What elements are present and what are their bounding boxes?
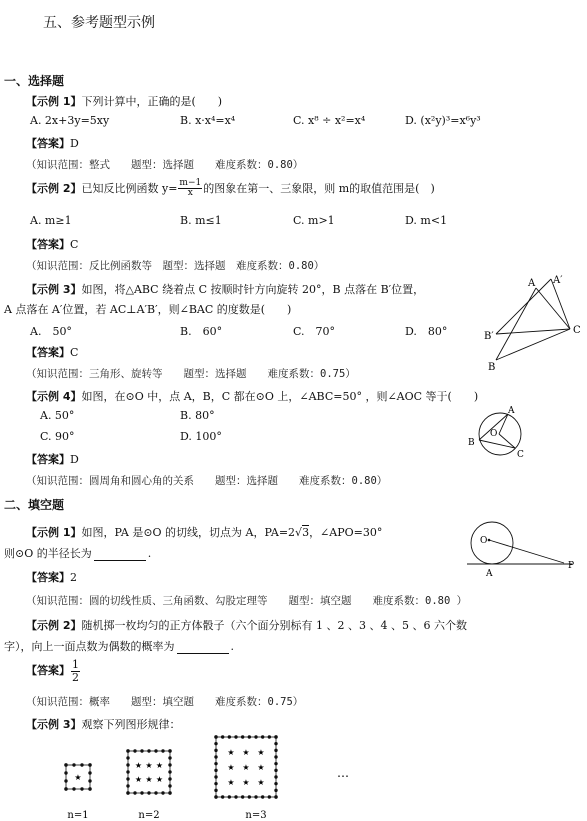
blank-line [177,640,229,654]
circle-o [471,522,513,564]
label-c: C [573,325,581,336]
option-b: B. m≤1 [180,214,222,227]
pattern-dot [80,763,83,766]
question-label: 【示例 1】 [26,95,82,108]
answer-tag: 【答案】 [26,664,70,678]
answer-line [26,659,81,683]
meta-info: （知识范围：反比例函数等 题型：选择题 难度系数：0.80） [26,260,325,272]
pattern-dot [64,787,67,790]
pattern-dot [161,749,164,752]
meta-info: （知识范围：圆的切线性质、三角函数、勾股定理等 题型：填空题 难度系数：0.80 ） [26,595,468,607]
answer-tag: 【答案】 [26,346,70,359]
pattern-dot [147,749,150,752]
label-b-prime: B′ [484,331,494,342]
question-label: 【示例 3】 [26,718,82,731]
question-label: 【示例 1】 [26,526,82,539]
option-c: C. 70° [293,325,336,338]
pattern-dot [214,769,217,772]
question-mc-3 [26,281,424,297]
answer-fraction [71,659,80,683]
pattern-dot [88,779,91,782]
label-b: B [468,438,475,448]
pattern-dot [154,749,157,752]
pattern-star: ★ [155,761,164,770]
answer-line [26,451,79,467]
pattern-dot [214,735,217,738]
pattern-dot [168,756,171,759]
tangent-figure [462,518,582,580]
option-d: D. 100° [180,430,222,443]
pattern-dot [221,795,224,798]
question-fill-2-line2 [4,638,234,654]
option-b: B. 60° [180,325,223,338]
pattern-dot [234,795,237,798]
pattern-dot [168,770,171,773]
pattern-dot [274,755,277,758]
question-label: 【示例 3】 [26,283,82,296]
option-b: B. 80° [180,409,215,422]
label-a: A [528,278,536,289]
fraction-denominator: x [187,188,193,199]
option-c: C. x⁸ ÷ x²=x⁴ [293,114,366,127]
label-a-prime: A′ [553,275,563,286]
pattern-dot [221,735,224,738]
pattern-dot [268,735,271,738]
pattern-dot [268,795,271,798]
pattern-dot [147,791,150,794]
pattern-dot [214,742,217,745]
pattern-dot [274,762,277,765]
question-text-post: ，∠APO=30° [309,526,383,539]
meta-info: （知识范围：三角形、旋转等 题型：选择题 难度系数：0.75） [26,368,356,380]
pattern-dot [214,775,217,778]
question-text: 下列计算中，正确的是( ) [81,95,223,108]
pattern-dot [64,771,67,774]
segment-op [489,540,564,563]
pattern-dot [274,769,277,772]
pattern-dot [274,749,277,752]
pattern-dot [168,763,171,766]
pattern-dot [126,763,129,766]
option-a: A. 50° [40,409,75,422]
pattern-dot [261,735,264,738]
question-text: 如图，将△ABC 绕着点 C 按顺时针方向旋转 20°，B 点落在 B′位置， [81,283,425,296]
pattern-dot [126,770,129,773]
sqrt-radicand: 3 [302,526,310,539]
answer-line [26,344,78,360]
pattern-dot [88,787,91,790]
pattern-dot [126,749,129,752]
pattern-dot [214,789,217,792]
meta-info: （知识范围：圆周角和圆心角的关系 题型：选择题 难度系数：0.80） [26,475,388,487]
question-mc-4 [26,388,478,404]
pattern-star: ★ [227,748,235,757]
label-o: O [480,536,488,546]
meta-info: （知识范围：整式 题型：选择题 难度系数：0.80） [26,159,304,171]
question-text: 观察下列图形规律： [81,718,181,731]
pattern-star: ★ [242,763,250,772]
option-d: D. 80° [405,325,448,338]
label-n1: n=1 [67,810,89,821]
segment-bc [479,440,515,448]
pattern-star: ★ [242,778,250,787]
pattern-figures [30,732,360,821]
segment-a2c [551,279,570,329]
pattern-star: ★ [155,775,164,784]
pattern-dot [274,795,277,798]
pattern-dot [274,789,277,792]
pattern-dot [168,749,171,752]
answer-line [26,569,77,585]
pattern-dot [214,755,217,758]
segment-oa [499,414,508,434]
option-a: A. 50° [30,325,72,338]
option-a: A. 2x+3y=5xy [30,114,110,127]
pattern-dot [126,777,129,780]
period: . [147,547,152,560]
option-a: A. m≥1 [30,214,72,227]
question-mc-1 [26,93,222,109]
option-d: D. m<1 [405,214,448,227]
question-label: 【示例 4】 [26,390,82,403]
question-label: 【示例 2】 [26,619,82,632]
ellipsis: … [337,766,349,780]
blank-line [94,547,146,561]
pattern-dot [140,749,143,752]
pattern-dot [274,735,277,738]
circle-angle-figure [460,403,540,465]
pattern-dot [274,782,277,785]
section-heading-fill-in: 二、填空题 [4,498,65,512]
pattern-dot [234,735,237,738]
pattern-dot [133,791,136,794]
pattern-dot [168,784,171,787]
meta-info: （知识范围：概率 题型：填空题 难度系数：0.75） [26,696,304,708]
pattern-dot [241,795,244,798]
answer-value: D [70,137,79,150]
answer-line [26,236,78,252]
pattern-dot [228,795,231,798]
option-c: C. 90° [40,430,75,443]
pattern-star: ★ [242,748,250,757]
question-mc-2 [26,179,435,199]
fraction-numerator: 1 [72,658,79,671]
sqrt-symbol: √ [295,526,303,539]
section-heading-multiple-choice: 一、选择题 [4,74,65,88]
pattern-star: ★ [74,773,82,782]
pattern-dot [261,795,264,798]
pattern-star: ★ [227,763,235,772]
option-b: B. x·x⁴=x⁴ [180,114,236,127]
question-fill-3 [26,716,180,732]
pattern-dot [64,779,67,782]
pattern-shapes [64,735,277,798]
pattern-star: ★ [257,763,265,772]
pattern-square-2 [128,751,170,793]
question-text-line2: A 点落在 A′位置，若 AC⊥A′B′，则∠BAC 的度数是( ) [4,303,292,316]
page-title: 五、参考题型示例 [43,15,155,31]
pattern-dot [214,782,217,785]
answer-tag: 【答案】 [26,137,70,150]
question-fill-1 [26,524,382,540]
pattern-dot [88,771,91,774]
question-text-post: 的图象在第一、三象限，则 m的取值范围是( ) [203,181,435,195]
period: . [230,640,234,653]
pattern-dot [133,749,136,752]
fraction [178,179,202,199]
pattern-star: ★ [257,748,265,757]
answer-value: C [70,238,79,251]
pattern-dot [214,762,217,765]
question-text: 如图，在⊙O 中，点 A，B，C 都在⊙O 上，∠ABC=50° ，则∠AOC 等于( ) [81,390,479,403]
question-text-pre: 已知反比例函数 y= [81,181,178,195]
pattern-dot [161,791,164,794]
pattern-star: ★ [134,761,143,770]
fraction-denominator: 2 [72,670,79,684]
pattern-dot [168,791,171,794]
question-fill-1-line2 [4,545,151,561]
pattern-dot [168,777,171,780]
pattern-dot [248,735,251,738]
pattern-dot [241,735,244,738]
pattern-star: ★ [227,778,235,787]
label-o: O [490,429,498,439]
question-text: 字），向上一面点数为偶数的概率为 [4,640,175,653]
question-text: 则⊙O 的半径长为 [4,547,92,560]
pattern-dot [140,791,143,794]
segment-ac [536,288,570,329]
center-point [488,539,491,542]
pattern-star: ★ [257,778,265,787]
question-text-pre: 如图，PA 是⊙O 的切线，切点为 A，PA=2 [81,526,296,539]
label-b: B [488,362,496,373]
pattern-star: ★ [145,761,153,770]
segment-ab [496,288,536,360]
label-a: A [508,406,515,416]
pattern-dot [126,784,129,787]
label-p: P [568,561,575,571]
pattern-dot [126,791,129,794]
option-d: D. (x²y)³=x⁶y³ [405,114,481,127]
label-n3: n=3 [245,810,267,821]
fraction-numerator: m−1 [179,178,202,188]
pattern-dot [228,735,231,738]
segment-a2b2 [496,279,551,334]
pattern-dot [254,735,257,738]
answer-line [26,135,79,151]
answer-value: D [70,453,79,466]
answer-tag: 【答案】 [26,238,70,251]
pattern-dot [64,763,67,766]
pattern-dot [72,763,75,766]
label-n2: n=2 [138,810,160,821]
option-c: C. m>1 [293,214,335,227]
answer-tag: 【答案】 [26,453,70,466]
pattern-dot [88,763,91,766]
label-a: A [486,569,493,579]
pattern-dot [254,795,257,798]
pattern-dot [274,742,277,745]
pattern-dot [214,749,217,752]
question-text: 随机掷一枚均匀的正方体骰子（六个面分别标有 1 、2 、3 、4 、5 、6 六个数 [81,619,467,632]
rotated-triangle-figure [476,274,586,374]
pattern-dot [154,791,157,794]
answer-value: C [70,346,79,359]
pattern-dot [126,756,129,759]
answer-value: 2 [70,571,77,584]
pattern-star: ★ [145,775,153,784]
pattern-star: ★ [134,775,143,784]
question-fill-2 [26,617,467,633]
pattern-dot [72,787,75,790]
question-label: 【示例 2】 [26,181,82,195]
pattern-dot [80,787,83,790]
pattern-dot [214,795,217,798]
label-c: C [517,450,524,460]
pattern-dot [248,795,251,798]
answer-tag: 【答案】 [26,571,70,584]
pattern-dot [274,775,277,778]
